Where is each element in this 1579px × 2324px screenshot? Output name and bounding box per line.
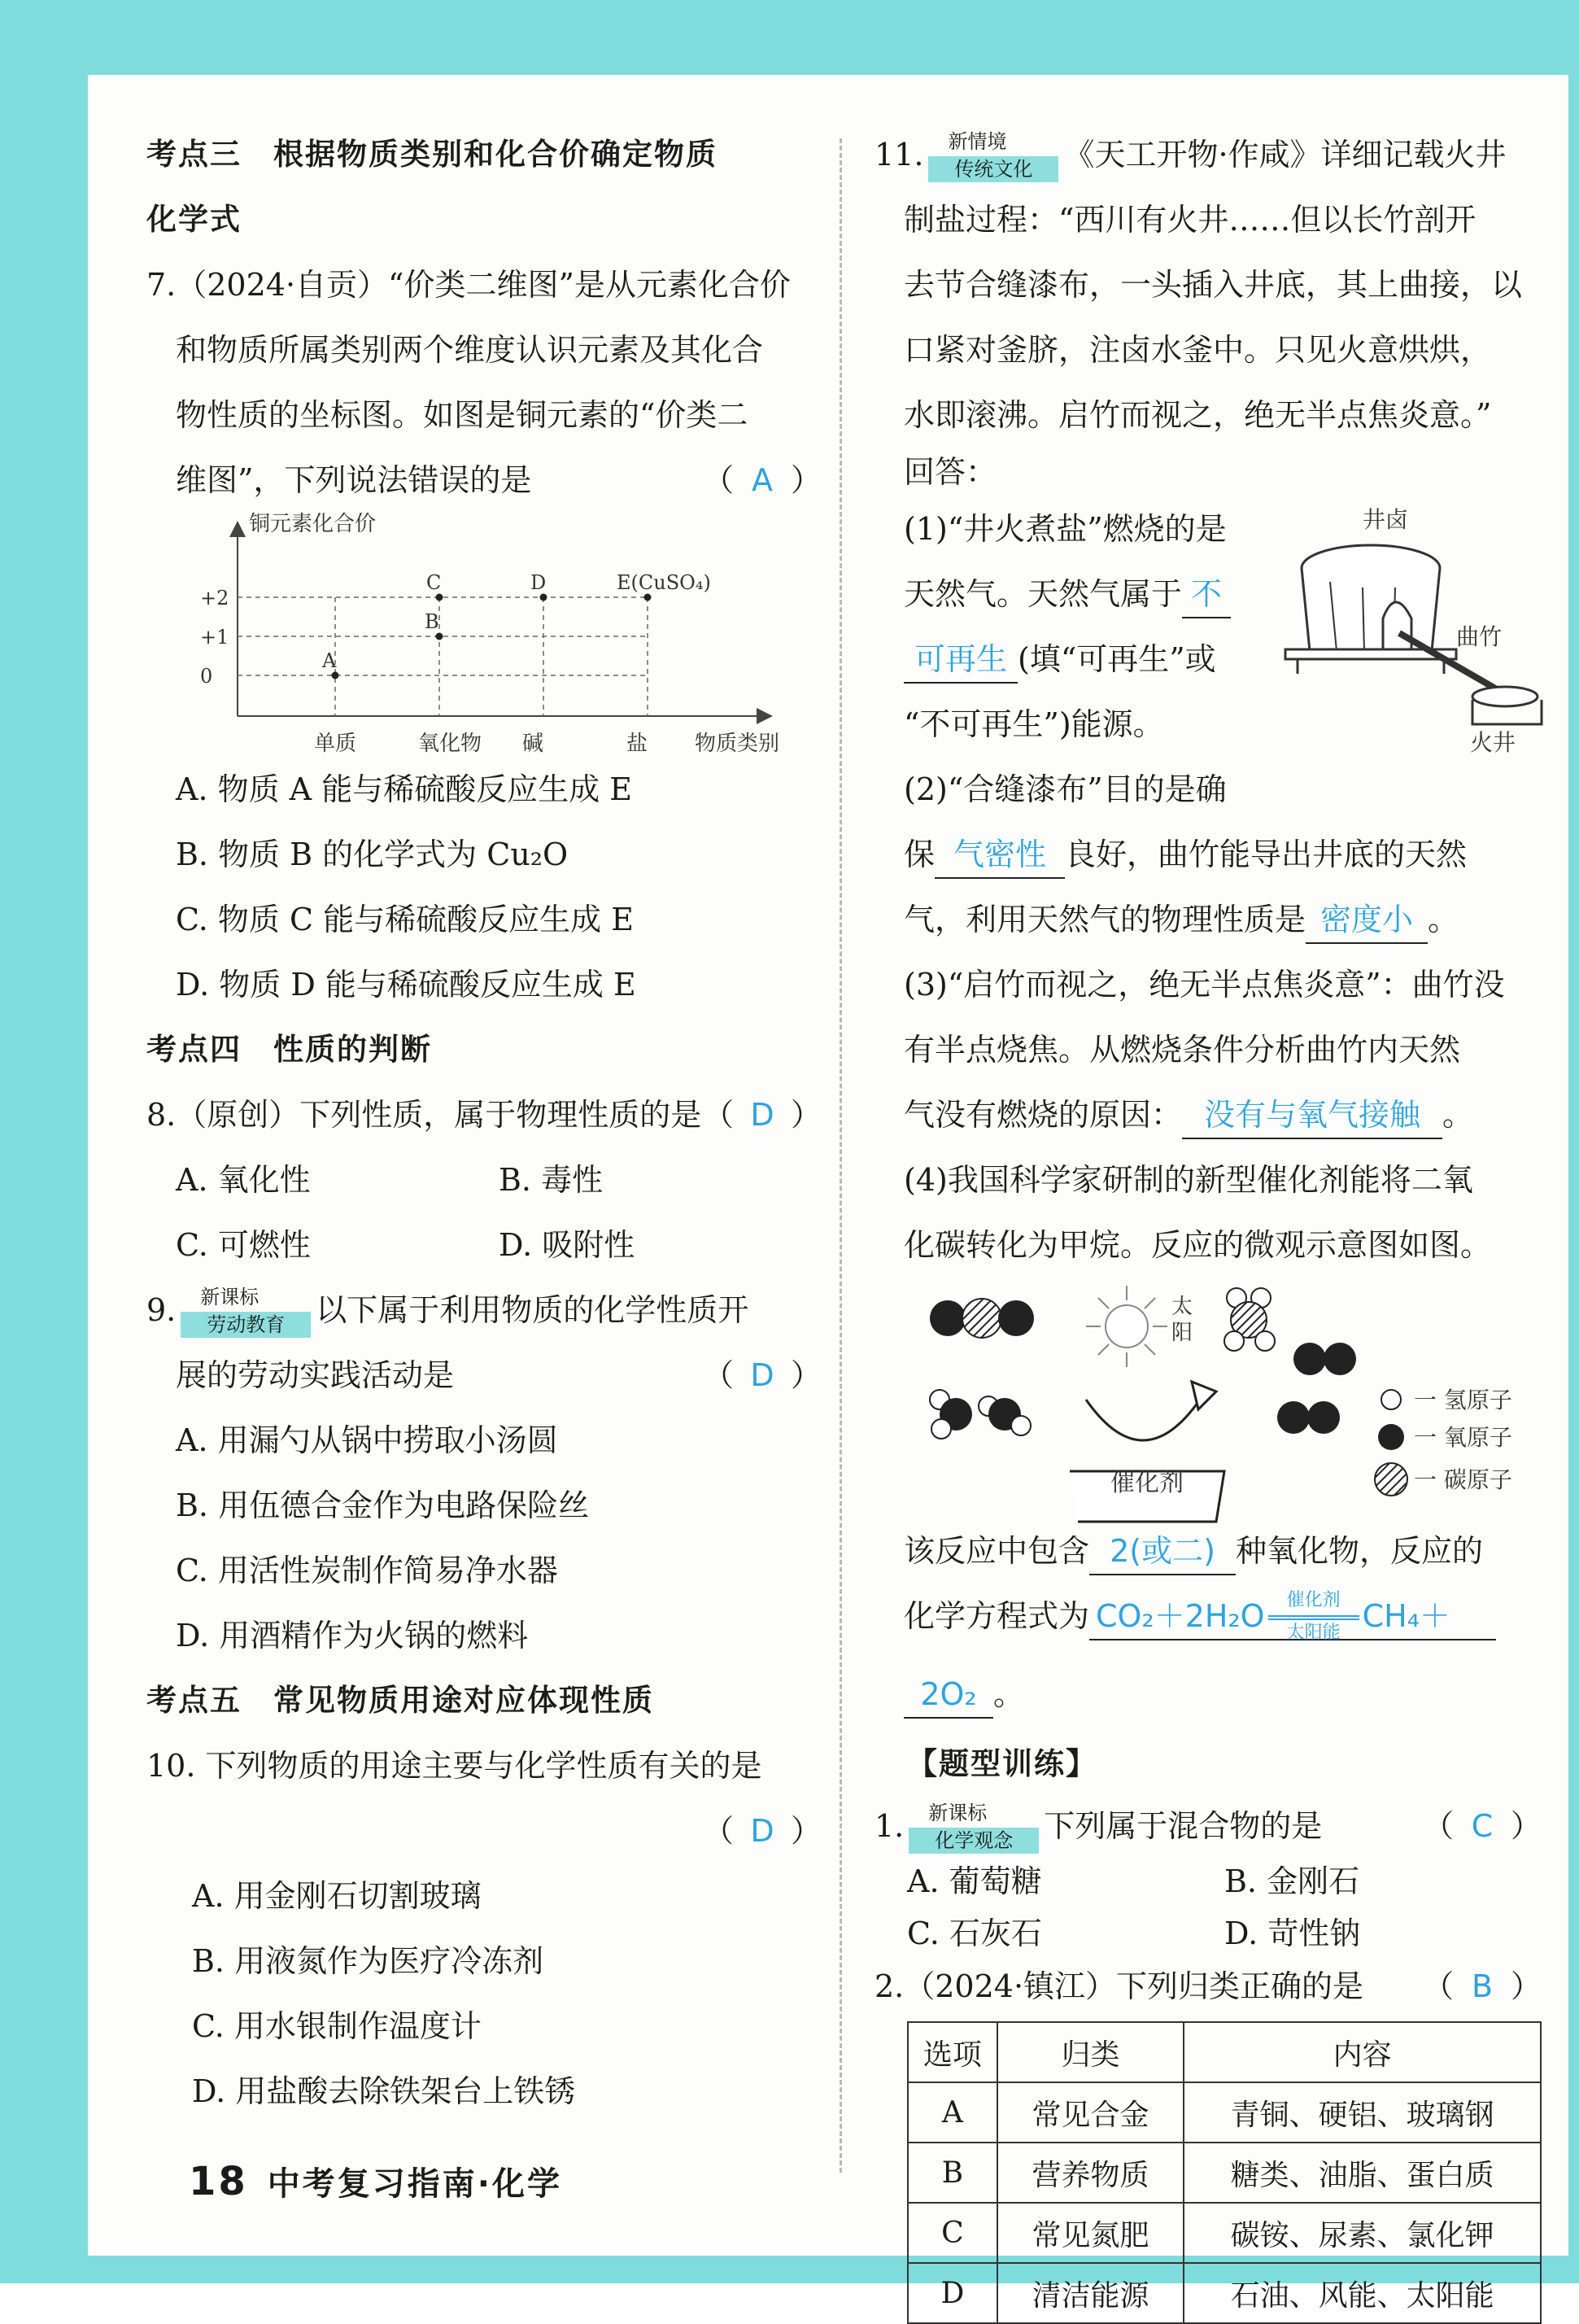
q11-answer-4: 没有与氧气接触	[1182, 1092, 1442, 1139]
q8-answer-bracket: （ D ）	[703, 1082, 822, 1147]
well-label-top: 井卤	[1363, 506, 1409, 533]
q9-number: 9.	[146, 1292, 177, 1328]
t1-stem: 下列属于混合物的是	[1044, 1808, 1323, 1844]
q9-line1	[146, 1278, 822, 1343]
y-tick-label: +2	[200, 587, 229, 609]
q11-equation-line2	[875, 1662, 1542, 1727]
fire-well-mouth	[1472, 687, 1538, 706]
q11-p1-text: 天然气。天然气属于	[904, 576, 1183, 612]
reaction-svg	[875, 1278, 1542, 1505]
sun-icon	[1086, 1286, 1167, 1367]
q11-tag	[928, 129, 1058, 184]
q7-line1: 7.（2024·自贡）“价类二维图”是从元素化合价	[146, 267, 791, 303]
table-row	[908, 2203, 1541, 2263]
section-heading-5: 考点五 常见物质用途对应体现性质	[146, 1683, 654, 1718]
q11-line6: 回答：	[904, 454, 997, 490]
h2o-molecule-1	[930, 1390, 972, 1439]
legend-carbon: 一 碳原子	[1414, 1466, 1512, 1493]
q11-answer-1b: 可再生	[904, 636, 1018, 684]
q11-answer-5: 2(或二)	[1089, 1528, 1236, 1575]
q10-answer: D	[750, 1813, 774, 1849]
t1-option-c: C. 石灰石	[907, 1916, 1042, 1951]
data-point-label: A	[322, 649, 337, 672]
equation-condition-bottom: 太阳能	[1286, 1622, 1341, 1643]
q7-answer-bracket: （ A ）	[703, 448, 822, 513]
q10-option-d: D. 用盐酸去除铁架台上铁锈	[192, 2073, 576, 2109]
co2-molecule	[930, 1299, 1034, 1338]
practice-section-heading: 【题型训练】	[907, 1746, 1097, 1781]
t1-option-d: D. 苛性钠	[1224, 1916, 1361, 1951]
q7-option-a: A. 物质 A 能与稀硫酸反应生成 E	[176, 771, 633, 807]
q9-tag-bottom: 劳动教育	[181, 1312, 311, 1338]
table-cell: C	[908, 2203, 997, 2263]
t1-number: 1.	[875, 1808, 905, 1844]
q10-stem: 10. 下列物质的用途主要与化学性质有关的是	[146, 1748, 762, 1784]
q11-answer-2: 气密性	[935, 832, 1065, 879]
section-heading-3-cont: 化学式	[146, 202, 242, 237]
q8-option-d: D. 吸附性	[499, 1227, 635, 1263]
q7-stem-end: 维图”，下列说法错误的是	[176, 462, 532, 498]
q9-tag-top: 新课标	[200, 1285, 260, 1308]
q8-option-c: C. 可燃性	[176, 1227, 311, 1263]
q10-option-a: A. 用金刚石切割玻璃	[192, 1878, 482, 1914]
sun-label-1: 太	[1171, 1295, 1193, 1319]
q9-option-b: B. 用伍德合金作为电路保险丝	[176, 1487, 590, 1523]
x-tick-label: 氧化物	[418, 732, 482, 756]
q11-line3: 去节合缝漆布，一头插入井底，其上曲接，以	[904, 267, 1523, 303]
q11-tag-bottom: 传统文化	[928, 156, 1058, 182]
t1-tag-bottom: 化学观念	[909, 1828, 1039, 1854]
table-row	[908, 2082, 1541, 2143]
section-heading-3: 考点三 根据物质类别和化合价确定物质	[146, 137, 718, 172]
table-cell: 碳铵、尿素、氯化钾	[1184, 2203, 1541, 2263]
y-tick-label: +1	[200, 626, 229, 649]
q11-line5: 水即滚沸。启竹而视之，绝无半点焦炎意。”	[904, 397, 1492, 433]
left-column	[146, 122, 822, 2124]
q11-equation-line	[875, 1584, 1542, 1662]
q11-line4: 口紧对釜脐，注卤水釜中。只见火意烘烘，	[904, 332, 1492, 368]
q10-answer-bracket: （ D ）	[703, 1798, 822, 1863]
q9-line2	[146, 1343, 822, 1408]
q7-answer: A	[751, 462, 773, 498]
page-number: 18	[189, 2159, 248, 2204]
section-heading-4: 考点四 性质的判断	[146, 1032, 432, 1067]
q9-answer: D	[750, 1357, 774, 1393]
well-label-bottom: 火井	[1470, 729, 1516, 756]
reaction-arc	[1086, 1400, 1200, 1440]
catalyst-label: 催化剂	[1110, 1469, 1184, 1497]
data-point-label: B	[425, 610, 439, 633]
fire-opening	[1383, 602, 1411, 651]
table-cell: B	[908, 2143, 997, 2203]
equation-products-1: CH₄＋	[1362, 1598, 1450, 1634]
well-barrel	[1302, 568, 1440, 651]
fire-well-illustration	[1281, 496, 1550, 757]
q11-p2-line1: (2)“合缝漆布”目的是确	[904, 771, 1227, 807]
q8-options-row2	[146, 1212, 822, 1278]
q11-part1-block	[875, 496, 1542, 822]
sun-label-2: 阳	[1171, 1321, 1193, 1345]
table-cell: 营养物质	[997, 2143, 1184, 2203]
table-cell: 常见氮肥	[997, 2203, 1184, 2263]
table-header: 内容	[1184, 2022, 1541, 2082]
q11-p5-line	[875, 1518, 1542, 1584]
data-point-label: C	[426, 571, 442, 594]
q11-p2-text-b: 良好，曲竹能导出井底的天然	[1065, 837, 1468, 872]
t1-options-row2	[875, 1907, 1542, 1959]
t1-tag-top: 新课标	[928, 1801, 988, 1824]
t1-stem-line	[875, 1797, 1542, 1855]
q11-p3-line1: (3)“启竹而视之，绝无半点焦炎意”：曲竹没	[904, 967, 1505, 1003]
q10-answer-line	[146, 1798, 822, 1863]
q11-p2-line2	[875, 822, 1542, 887]
ch4-molecule	[1224, 1288, 1275, 1351]
q9-stem-1: 以下属于利用物质的化学性质开	[316, 1292, 749, 1328]
q11-p4-line2: 化碳转化为甲烷。反应的微观示意图如图。	[904, 1227, 1492, 1263]
q11-tag-top: 新情境	[948, 129, 1007, 153]
q11-line2: 制盐过程：“西川有火井……但以长竹剖开	[904, 202, 1476, 238]
q7-line4	[146, 448, 822, 513]
table-cell: 常见合金	[997, 2082, 1184, 2143]
equation-condition-top: 催化剂	[1286, 1589, 1341, 1610]
o2-molecule-1	[1293, 1343, 1356, 1375]
equation-reactants: CO₂＋2H₂O	[1096, 1598, 1265, 1634]
t1-option-b: B. 金刚石	[1224, 1863, 1360, 1899]
t1-tag	[909, 1803, 1039, 1855]
t1-options-row1	[875, 1855, 1542, 1907]
t1-answer: C	[1471, 1808, 1494, 1844]
q11-answer-1a: 不	[1182, 571, 1231, 618]
table-header: 归类	[997, 2022, 1184, 2082]
q11-answer-3: 密度小	[1306, 897, 1428, 944]
t1-answer-bracket: （ C ）	[1423, 1797, 1542, 1855]
q11-equation	[1089, 1589, 1496, 1643]
q11-p2-text-c: 气，利用天然气的物理性质是	[904, 902, 1306, 937]
q11-p4-line1: (4)我国科学家研制的新型催化剂能将二氧	[904, 1162, 1473, 1198]
equation-equals	[1268, 1615, 1359, 1620]
table-cell: 青铜、硬铝、玻璃钢	[1184, 2082, 1541, 2143]
q11-p3-text: 气没有燃烧的原因：	[904, 1097, 1183, 1133]
valence-chart-svg	[195, 513, 781, 757]
y-axis-label: 铜元素化合价	[249, 512, 377, 536]
q11-p5-text-b: 种氧化物，反应的	[1236, 1533, 1484, 1569]
well-label-mid: 曲竹	[1456, 623, 1503, 650]
q7-option-b: B. 物质 B 的化学式为 Cu₂O	[176, 837, 569, 872]
y-tick-label: 0	[200, 665, 213, 688]
table-cell: 石油、风能、太阳能	[1184, 2263, 1541, 2323]
q10-option-c: C. 用水银制作温度计	[192, 2008, 482, 2044]
legend-carbon-icon	[1375, 1463, 1407, 1496]
book-title: 中考复习指南·化学	[267, 2165, 562, 2203]
q10-option-b: B. 用液氮作为医疗冷冻剂	[192, 1943, 544, 1979]
q11-p6-text: 化学方程式为	[904, 1598, 1090, 1634]
data-point	[332, 672, 339, 679]
data-point	[436, 594, 443, 601]
q8-stem-line	[146, 1082, 822, 1147]
x-axis-label: 物质类别	[695, 732, 780, 756]
table-cell: 清洁能源	[997, 2263, 1184, 2323]
q11-p2-end: 。	[1428, 902, 1459, 937]
right-column	[875, 122, 1542, 2324]
valence-chart	[195, 513, 822, 757]
q11-line1	[875, 122, 1542, 187]
t2-answer-bracket: （ B ）	[1423, 1959, 1542, 2013]
page-footer	[189, 2158, 562, 2204]
q9-tag	[181, 1287, 311, 1339]
q9-option-d: D. 用酒精作为火锅的燃料	[176, 1618, 529, 1653]
q11-p2-text-a: 保	[904, 837, 936, 872]
q11-p5-text-a: 该反应中包含	[904, 1533, 1090, 1569]
table-header-row	[908, 2022, 1541, 2082]
legend-hydrogen-icon	[1381, 1390, 1401, 1409]
table-cell: D	[908, 2263, 997, 2323]
x-tick-label: 碱	[522, 732, 544, 756]
q11-p1-line1: (1)“井火煮盐”燃烧的是	[904, 511, 1227, 547]
equation-products-2: 2O₂	[904, 1671, 993, 1719]
q7-option-d: D. 物质 D 能与稀硫酸反应生成 E	[176, 967, 636, 1003]
q8-option-b: B. 毒性	[499, 1162, 604, 1198]
equation-condition	[1265, 1589, 1363, 1643]
q11-p1-fill-hint: (填“可再生”或	[1018, 641, 1216, 677]
reaction-micro-diagram	[875, 1278, 1542, 1505]
h2o-molecule-2	[979, 1396, 1031, 1435]
data-point	[644, 594, 652, 601]
o2-molecule-2	[1277, 1401, 1340, 1434]
table-cell: A	[908, 2082, 997, 2143]
legend-oxygen: 一 氧原子	[1414, 1424, 1512, 1451]
column-divider	[840, 138, 842, 2173]
q11-p6-end: 。	[993, 1676, 1025, 1712]
table-row	[908, 2143, 1541, 2203]
legend-hydrogen: 一 氢原子	[1414, 1387, 1512, 1413]
data-point-label: E(CuSO₄)	[617, 571, 711, 594]
q9-option-c: C. 用活性炭制作简易净水器	[176, 1553, 558, 1588]
q7-line2: 和物质所属类别两个维度认识元素及其化合	[176, 332, 764, 368]
t2-answer: B	[1471, 1968, 1494, 2004]
q8-answer: D	[750, 1097, 774, 1133]
q11-number: 11.	[875, 137, 924, 173]
q11-p1-line4: “不可再生”)能源。	[904, 706, 1164, 742]
q11-stem-1: 《天工开物·作咸》详细记载火井	[1063, 137, 1507, 173]
t1-option-a: A. 葡萄糖	[907, 1863, 1042, 1899]
table-row	[908, 2263, 1541, 2323]
classification-table	[907, 2021, 1542, 2324]
x-tick-label: 盐	[626, 732, 648, 756]
data-point-label: D	[530, 571, 547, 594]
q11-p3-line2: 有半点烧焦。从燃烧条件分析曲竹内天然	[904, 1032, 1461, 1068]
q9-answer-bracket: （ D ）	[703, 1343, 822, 1408]
q11-p3-end: 。	[1442, 1097, 1474, 1133]
q8-stem: 8.（原创）下列性质，属于物理性质的是	[146, 1097, 702, 1133]
q9-stem-2: 展的劳动实践活动是	[176, 1357, 455, 1393]
data-point	[540, 594, 547, 601]
q9-option-a: A. 用漏勺从锅中捞取小汤圆	[176, 1422, 558, 1458]
legend-oxygen-icon	[1378, 1424, 1404, 1450]
q11-p2-line3	[875, 887, 1542, 952]
q8-option-a: A. 氧化性	[176, 1162, 311, 1198]
x-tick-label: 单质	[314, 732, 357, 756]
data-point	[436, 633, 443, 640]
t2-stem: 2.（2024·镇江）下列归类正确的是	[875, 1968, 1364, 2004]
table-header: 选项	[908, 2022, 997, 2082]
q7-option-c: C. 物质 C 能与稀硫酸反应生成 E	[176, 902, 634, 937]
t2-stem-line	[875, 1959, 1542, 2013]
q7-line3: 物性质的坐标图。如图是铜元素的“价类二	[176, 397, 748, 433]
q11-p3-line3	[875, 1082, 1542, 1147]
table-cell: 糖类、油脂、蛋白质	[1184, 2143, 1541, 2203]
q8-options-row1	[146, 1147, 822, 1212]
